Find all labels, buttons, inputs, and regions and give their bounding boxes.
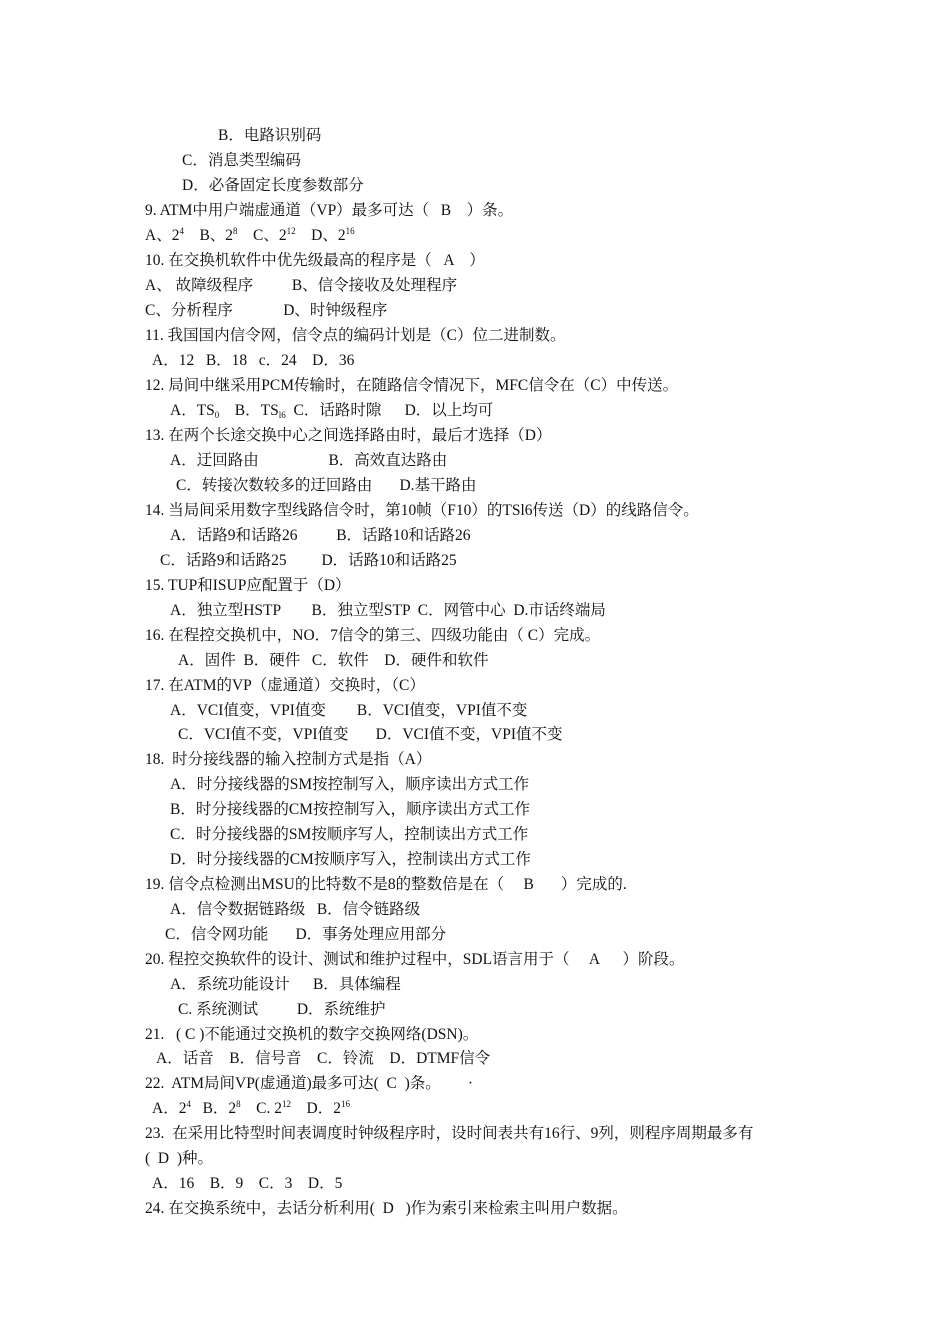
- text-run: A．信令数据链路级 B．信令链路级: [170, 901, 421, 918]
- text-run: C．消息类型编码: [182, 152, 301, 169]
- text-line: [156, 1049, 490, 1069]
- superscript: 16: [345, 226, 355, 236]
- text-run: C．时分接线器的SM按顺序写人，控制读出方式工作: [170, 826, 529, 843]
- superscript: 8: [236, 1099, 241, 1109]
- text-run: D．必备固定长度参数部分: [182, 177, 364, 194]
- text-line: [145, 950, 685, 970]
- text-line: [145, 426, 551, 446]
- text-run: C．话路9和话路25 D．话路10和话路25: [160, 552, 457, 569]
- text-line: [182, 176, 364, 196]
- text-line: [178, 725, 563, 745]
- text-run: A．话路9和话路26 B．话路10和话路26: [170, 527, 471, 544]
- text-run: A、2: [145, 227, 180, 244]
- text-line: [170, 825, 528, 845]
- text-line: [145, 276, 457, 296]
- text-line: [170, 601, 606, 621]
- text-line: [145, 226, 355, 246]
- text-run: A．时分接线器的SM按控制写入，顺序读出方式工作: [170, 776, 530, 793]
- text-line: [145, 1149, 213, 1169]
- text-run: 13. 在两个长途交换中心之间选择路由时，最后才选择（D）: [145, 427, 552, 444]
- superscript: 4: [186, 1099, 191, 1109]
- text-run: C．话路时隙 D．以上均可: [285, 402, 494, 419]
- text-run: C．VCI值不变，VPI值变 D．VCI值不变，VPI值不变: [178, 726, 563, 743]
- text-line: [170, 975, 401, 995]
- text-run: C．转接次数较多的迂回路由 D.基干路由: [176, 477, 477, 494]
- text-line: [145, 1025, 478, 1045]
- text-line: [170, 701, 527, 721]
- text-run: 24. 在交换系统中，去话分析利用( D )作为索引来检索主叫用户数据。: [145, 1200, 628, 1217]
- text-line: [170, 900, 420, 920]
- text-line: [165, 925, 446, 945]
- text-line: [152, 1099, 350, 1119]
- text-run: 21. ( C )不能通过交换机的数字交换网络(DSN)。: [145, 1026, 479, 1043]
- subscript: 0: [214, 410, 220, 420]
- text-run: D．时分接线器的CM按顺序写入，控制读出方式工作: [170, 851, 531, 868]
- text-line: [145, 251, 485, 271]
- text-line: [145, 326, 566, 346]
- text-line: [152, 1174, 342, 1194]
- superscript: 8: [233, 226, 238, 236]
- text-line: [145, 750, 431, 770]
- text-run: 11. 我国国内信令网，信令点的编码计划是（C）位二进制数。: [145, 327, 566, 344]
- text-line: [145, 201, 513, 221]
- text-line: [176, 476, 477, 496]
- text-run: B．TS: [219, 402, 279, 419]
- text-run: D．2: [291, 1100, 341, 1117]
- text-line: [170, 850, 531, 870]
- text-run: D、2: [295, 227, 346, 244]
- text-run: 19. 信令点检测出MSU的比特数不是8的整数倍是在（ B ）完成的.: [145, 876, 627, 893]
- text-run: 18. 时分接线器的输入控制方式是指（A）: [145, 751, 432, 768]
- text-run: 16. 在程控交换机中，NO．7信令的第三、四级功能由（ C）完成。: [145, 627, 601, 644]
- subscript: l6: [278, 410, 286, 420]
- text-line: [170, 401, 493, 421]
- text-line: [145, 626, 600, 646]
- text-run: B．2: [190, 1100, 237, 1117]
- text-run: C. 系统测试 D．系统维护: [178, 1001, 386, 1018]
- text-line: [218, 126, 321, 146]
- text-run: A．12 B．18 c．24 D．36: [152, 352, 355, 369]
- text-line: [170, 800, 530, 820]
- text-run: C、分析程序 D、时钟级程序: [145, 302, 388, 319]
- text-run: C. 2: [240, 1100, 283, 1117]
- text-run: C、2: [237, 227, 287, 244]
- superscript: 4: [179, 226, 184, 236]
- text-run: B、2: [183, 227, 234, 244]
- superscript: 12: [282, 1099, 292, 1109]
- text-run: A．TS: [170, 402, 215, 419]
- text-line: [145, 1074, 473, 1094]
- text-line: [160, 551, 457, 571]
- text-line: [170, 451, 447, 471]
- text-run: 20. 程控交换软件的设计、测试和维护过程中，SDL语言用于（ A ）阶段。: [145, 951, 685, 968]
- text-line: [145, 576, 351, 596]
- text-run: B．电路识别码: [218, 127, 322, 144]
- text-run: A．系统功能设计 B．具体编程: [170, 976, 401, 993]
- text-run: 15. TUP和ISUP应配置于（D）: [145, 577, 351, 594]
- text-run: A．固件 B．硬件 C．软件 D．硬件和软件: [178, 652, 489, 669]
- text-line: [145, 301, 387, 321]
- text-run: A．迂回路由 B．高效直达路由: [170, 452, 448, 469]
- superscript: 16: [340, 1099, 350, 1109]
- text-run: A．话音 B．信号音 C．铃流 D．DTMF信令: [156, 1050, 491, 1067]
- text-run: A．2: [152, 1100, 187, 1117]
- text-run: A．独立型HSTP B．独立型STP C．网管中心 D.市话终端局: [170, 602, 606, 619]
- text-line: [145, 501, 699, 521]
- superscript: 12: [286, 226, 296, 236]
- text-line: [145, 676, 425, 696]
- text-line: [182, 151, 301, 171]
- text-line: [145, 376, 678, 396]
- text-line: [145, 875, 627, 895]
- text-run: A．VCI值变，VPI值变 B．VCI值变，VPI值不变: [170, 702, 528, 719]
- text-run: 10. 在交换机软件中优先级最高的程序是（ A ）: [145, 252, 485, 269]
- text-run: ( D )种。: [145, 1150, 214, 1167]
- text-run: 23. 在采用比特型时间表调度时钟级程序时，设时间表共有16行、9列，则程序周期最多有: [145, 1125, 754, 1142]
- text-run: A、 故障级程序 B、信令接收及处理程序: [145, 277, 458, 294]
- text-run: 17. 在ATM的VP（虚通道）交换时，（C）: [145, 677, 425, 694]
- text-run: 12. 局间中继采用PCM传输时，在随路信令情况下，MFC信令在（C）中传送。: [145, 377, 679, 394]
- text-line: [170, 775, 529, 795]
- text-run: 14. 当局间采用数字型线路信令时，第10帧（F10）的TSl6传送（D）的线路信令。: [145, 502, 699, 519]
- text-line: [170, 526, 471, 546]
- text-run: 22. ATM局间VP(虚通道)最多可达( C )条。 ·: [145, 1075, 474, 1092]
- text-line: [152, 351, 354, 371]
- text-run: A．16 B．9 C．3 D．5: [152, 1175, 343, 1192]
- text-line: [178, 1000, 386, 1020]
- text-run: B．时分接线器的CM按控制写入，顺序读出方式工作: [170, 801, 530, 818]
- text-line: [145, 1199, 628, 1219]
- text-run: 9. ATM中用户端虚通道（VP）最多可达（ B ）条。: [145, 202, 514, 219]
- text-run: C．信令网功能 D．事务处理应用部分: [165, 926, 447, 943]
- text-line: [178, 651, 488, 671]
- text-line: [145, 1124, 753, 1144]
